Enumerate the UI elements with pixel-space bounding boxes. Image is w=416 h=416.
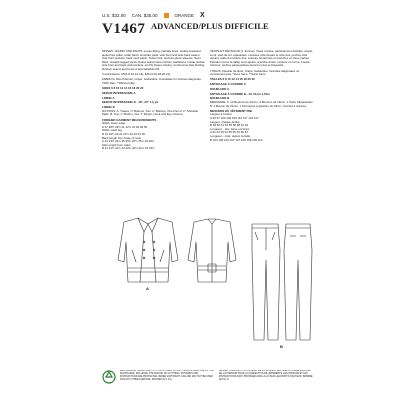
pants-front-drawing: [252, 224, 280, 340]
french-column: [210, 50, 314, 218]
combinations-en: Combinations: A5(6-8-10-12-14), E5(14-16-18-20-22): [102, 72, 171, 77]
technical-drawings: [102, 210, 314, 360]
mercerie-fr: MERCERIE: A: 12 Boutons de 22mm, 2 Boutons de 19mm, 1 Paire d'Épaulettes. B: 1 Bouton de 22mm, 1 Fermeture à glissière de 18cm, Crochet à ceinture.: [210, 100, 314, 108]
measurement-label: Largeur, chaque jambe: [210, 119, 240, 124]
envelope-header: [102, 12, 312, 38]
lining-b-en: LINING B: [102, 105, 115, 110]
entoilage-a-fr: ENTOILAGE À COUDRE A: [210, 82, 246, 87]
interfacing-b-en: SEW-IN INTERFACING B - 18", 20" 1⅞ yd: [102, 100, 159, 105]
measurement-label: Width, lower edge: [102, 121, 126, 126]
orange-swatch-icon: [164, 13, 169, 18]
price-us: U.S. $32.00: [102, 13, 126, 18]
interfacing-a-en: SEW-IN INTERFACING A: [102, 90, 136, 95]
tissus-fr: TISSUS: Flanelle de laine, Crêpe, Gabardine. Grandes diagonales ne conviennent pas. *Avec Sens, **Sans Sens: [210, 68, 300, 77]
copyright-french: RESPECT DES DROITS D'AUTEUR: CE PATRON EST DESTINÉ À L'USAGE EXCLUSIF DE L'ACHETEUR POUR LA CONFECTION DE VÊTEMENTS. LES PATRONS ET LES INSTRUCTIONS SONT PROTÉGÉS PAR LA LOI SUR LES DROITS D'AUTEUR. IMPRIMÉ AUX É.-U.: [219, 370, 313, 381]
color-name: ORANGE: [174, 13, 195, 18]
jacket-back-drawing: [188, 219, 236, 282]
measurement-values: A 37 38½ 39½ 41 42½ 44 46 48 50: [102, 125, 148, 129]
jacket-front-drawing: [118, 218, 178, 282]
entoilage-b-fr: ENTOILAGE À COUDRE B - 46, 51cm 1,70m: [210, 91, 270, 96]
pants-back-drawing: [284, 224, 312, 340]
measurement-values: B 48 50 51 53 55 56 58 61 64: [210, 124, 249, 128]
measurement-values: B 41 41½ 41¾ 42 42¼ 42½ 42¾ 43 43¼: [102, 147, 155, 151]
copyright-english: RECOGNIZING HUMAN RIGHTS: THIS PATTERN IS FOR THE EXCLUSIVE USE OF THE PURCHASER, INCLUDING THE MAKING OF CLOTHING. PATTERNS AND INSTRUCTIONS ARE PROTECTED UNDER COPYRIGHT LAW AND MAY NOT BE USED FOR ANY OTHER PURPOSE. PRINTED IN U.S.A.: [120, 370, 214, 381]
measurement-label: Longueur - dos, base encolure: [210, 126, 250, 131]
fabrics-en: FABRICS: Wool Flannel, Crêpe, Gabardine. Unsuitable for obvious diagonals. *With Nap, **Without Nap: [102, 77, 202, 85]
sizes-header-en: SIZES 6 8 10 12 14 16 18 20 22: [102, 86, 144, 91]
notions-en: NOTIONS: A: Twelve ⅞" Buttons, Two ¾" Buttons, One Pair of ¾" Shoulder Pads. B: One ⅞" Button, One 7" Zipper, Hook and Eye Closure.: [102, 108, 199, 117]
recycle-icon: [102, 370, 116, 384]
measurement-values: A 94 97 100 104 108 112 117 122 127: [210, 117, 259, 121]
english-column: [102, 50, 206, 218]
description-fr: VESTE ET PANTALON (J. femme): Veste croisée, partiellement doublée, ample, à col, pied de col, épaulettes, coutures côté devant et côté dos, poches côté devant, patte d'encolure dos, ceinture boutonnée et manches en deux parties. Pantalon (sous la taille) semi-ajusté, à jambe droite, ceinture en forme, bouton intérieur, poches passepoilées devant et dos et braguette.: [210, 50, 313, 68]
measurement-label: Width, each leg: [102, 128, 122, 133]
measurement-values: A 24 24½ 24¾ 25 25¼ 25½ 25¾ 26 26¼: [102, 140, 155, 144]
measurement-label: Back length from base of neck: [102, 135, 141, 140]
finished-measurements-title-fr: MESURES DU VÊTEMENT FINI: [210, 108, 253, 113]
view-b-label: B: [280, 344, 283, 349]
measurement-label: Side length from waist: [102, 142, 131, 147]
technical-drawings-svg: [102, 210, 314, 360]
measurement-values: A 61 62 63 64 65 65 66 66 67: [210, 131, 248, 135]
measurement-label: Largeur à l'ourlet: [210, 112, 232, 117]
price-can: CAN. $35.00: [131, 13, 158, 18]
finished-measurements-title-en: FINISHED GARMENT MEASUREMENTS: [102, 117, 157, 122]
doublure-a-fr: DOUBLURE A: [210, 86, 230, 91]
lining-a-en: LINING A: [102, 95, 115, 100]
doublure-b-fr: DOUBLURE B: [210, 96, 230, 101]
measurement-label: Longueur - côté, depuis la taille: [210, 134, 251, 138]
tailles-header-fr: TAILLES 6 8 10 12 14 16 18 20 22: [210, 77, 255, 82]
measurement-values: B 19 19½ 20 21 21½ 22 23 24 25: [102, 133, 145, 136]
price-row: [102, 12, 312, 19]
description-en: MISSES' JACKET AND PANTS: Loose-fitting, partially lined, double-breasted jacket has collar, collar band, shoulder pads, side front and side back seams, side front pockets, back neck patch, button belt, and two-piece sleeves. Semi-fitted, straight-legged pants (below waist) have contour waistband, inside pocket, side front and back welt pockets, and fly zipper closing. Continuous bias binding finishes seams and hems A and waistband B.: [102, 50, 206, 71]
measurements-list-fr: [210, 113, 314, 142]
copyright-footer: [102, 370, 314, 390]
view-a-label: A: [146, 286, 149, 291]
pattern-number: V1467: [102, 21, 146, 37]
measurements-list-en: [102, 122, 206, 151]
measurement-values: B 104 105 106 107 107 108 109 109 110: [210, 138, 263, 142]
color-mark: X: [200, 12, 205, 19]
difficulty-level: ADVANCED/PLUS DIFFICILE: [151, 21, 269, 31]
